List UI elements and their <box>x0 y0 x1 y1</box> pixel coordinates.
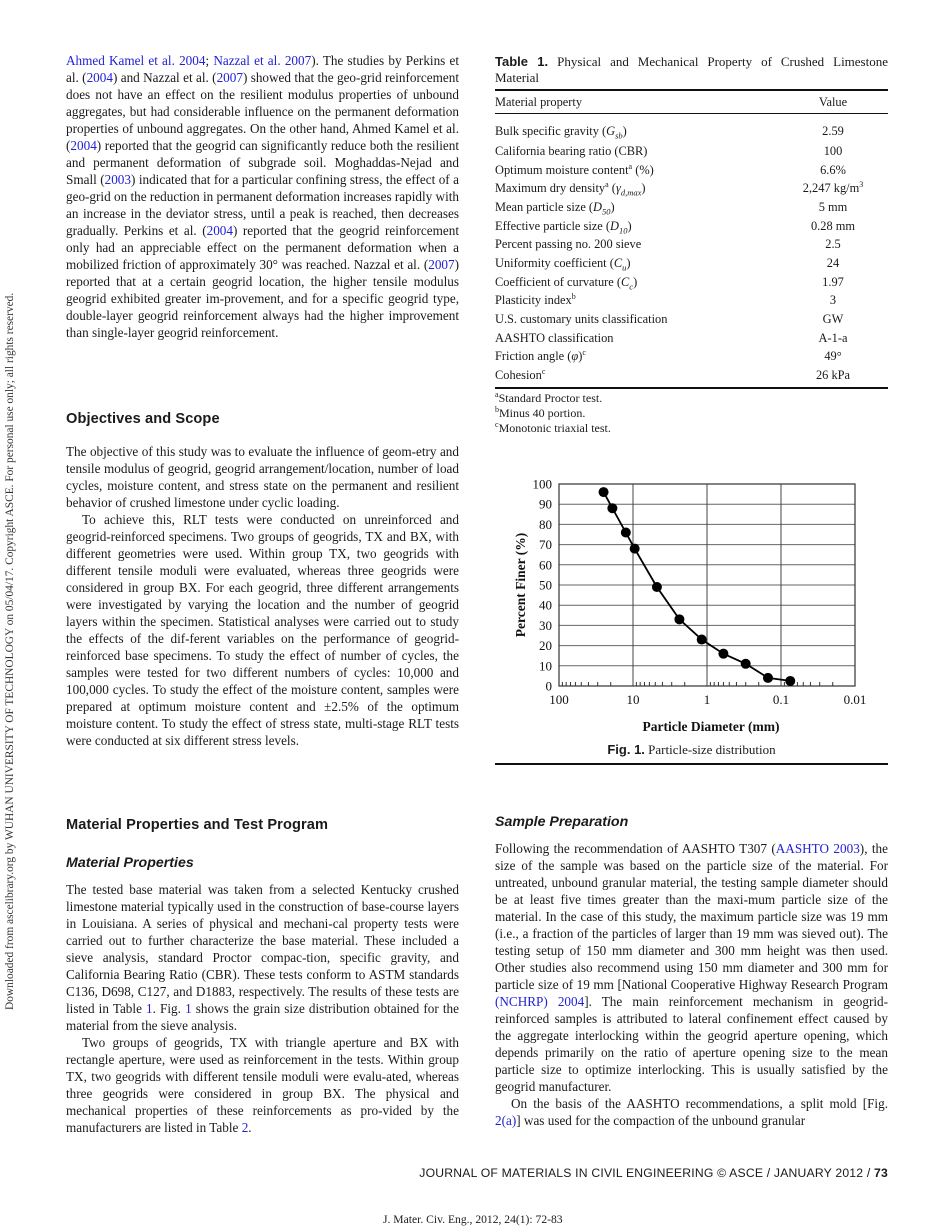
y-tick-label: 40 <box>539 597 552 613</box>
page-number: 73 <box>874 1166 888 1180</box>
property-cell: California bearing ratio (CBR) <box>495 143 648 158</box>
table-row <box>495 310 888 329</box>
materials-paragraph-1: The tested base material was taken from a selected Kentucky crushed limestone material typically used in the construction of base-course layers in Louisiana. A series of physical and mechani-cal property tests were carried out to further characterize the base material. These included a sieve analysis, standard Proctor compac-tion, specific gravity, and California Bearing Ratio (CBR). These tests conform to ASTM standards C136, D698, C127, and D1883, respectively. The results of these tests are listed in Table 1. Fig. 1 shows the grain size distribution obtained for the material from the sieve analysis. <box>66 882 459 1033</box>
y-axis-label: Percent Finer (%) <box>513 532 528 638</box>
value-cell: 5 mm <box>818 199 848 214</box>
reference-link[interactable]: Nazzal et al. 2007 <box>213 53 312 68</box>
column-header-value: Value <box>818 94 848 109</box>
reference-link[interactable]: 2004 <box>86 70 113 85</box>
property-cell: Maximum dry density$^a$ $(\gamma_{d,max})$ <box>495 180 646 198</box>
data-point <box>599 487 609 497</box>
property-cell: Plasticity index$^b$ <box>495 292 576 308</box>
x-tick-label: 0.01 <box>843 692 867 707</box>
property-cell: Effective particle size $(D_{10})$ <box>495 218 632 236</box>
sample-prep-paragraph-1: Following the recommendation of AASHTO T307 (AASHTO 2003), the size of the sample was based on the particle size of the material. For untreated, unbound granular material, the testing sample diameter should be at least five times greater than the maxi-mum particle size of the material. In the case of this study, the maximum particle size was 19 mm (i.e., a fraction of the particles of larger than 19 mm was sieved out). The testing setup of 150 mm diameter and 300 mm height was then used. Other studies also recommend using 150 mm diameter and 300 mm for particle size of 19 mm [National Cooperative Highway Research Program (NCHRP) 2004]. The main reinforcement mechanism in geogrid-reinforced samples is attributed to lateral confinement effect caused by the aggregate interlocking within the geogrid aperture opening, which depends primarily on the ratio of aperture opening size to the mean particle size to optimize interlocking. This is usually satisfied by the geogrid manufacturer. <box>495 841 888 1094</box>
reference-link[interactable]: 1 <box>185 1001 192 1016</box>
table-row <box>495 348 888 367</box>
x-tick-label: 10 <box>626 692 640 707</box>
value-cell: 6.6% <box>820 162 846 177</box>
figure-label: Fig. 1. <box>607 742 645 757</box>
property-cell: Percent passing no. 200 sieve <box>495 237 642 252</box>
figure-1 <box>495 472 888 765</box>
data-point <box>697 635 707 645</box>
table-caption-text: Physical and Mechanical Property of Crushed Limestone Material <box>495 54 889 85</box>
data-point <box>741 659 751 669</box>
citation-line: J. Mater. Civ. Eng., 2012, 24(1): 72-83 <box>383 1213 563 1226</box>
table-row <box>495 161 888 180</box>
table-row <box>495 273 888 292</box>
reference-link[interactable]: 2 <box>241 1120 249 1135</box>
value-cell: 49° <box>824 349 842 364</box>
table-row <box>495 120 888 142</box>
journal-footer <box>412 1166 888 1180</box>
y-tick-label: 30 <box>539 617 552 633</box>
y-tick-label: 50 <box>539 577 552 593</box>
value-cell: 24 <box>826 255 840 270</box>
value-cell: 3 <box>829 293 837 308</box>
table-footnote: $^a$Standard Proctor test. <box>495 389 603 405</box>
value-cell: GW <box>822 312 844 327</box>
figure-caption-text: Particle-size distribution <box>648 742 776 757</box>
series-line <box>604 492 791 681</box>
data-point <box>718 649 728 659</box>
y-tick-label: 10 <box>539 658 552 674</box>
table-row <box>495 198 888 217</box>
y-tick-label: 70 <box>539 537 552 553</box>
value-cell: A-1-a <box>818 330 848 345</box>
reference-link[interactable]: 2004 <box>70 138 97 153</box>
intro-paragraph: Ahmed Kamel et al. 2004; Nazzal et al. 2007). The studies by Perkins et al. (2004) and Nazzal et al. (2007) showed that the geo-grid reinforcement does not have an effect on the resilient modulus properties of unbound aggregates, but had considerable influence on the permanent deformation properties of unbound aggregates. On the other hand, Ahmed Kamel et al. (2004) reported that the geogrid can significantly reduce both the resilient and permanent deformation of subgrade soil. Moghaddas-Nejad and Small (2003) indicated that for a particular confining stress, the effect of a geo-grid on the reduction in permanent deformation increases rapidly with an increase in the deviator stress, until a peak is reached, then decreases gradually. Perkins et al. (2004) reported that the geogrid reinforcement only had an appreciable effect on the permanent deformation when a mobilized friction of approximately 30° was reached. Nazzal et al. (2007) reported that at a certain geogrid location, the higher tensile modulus geogrid exhibited greater im-provement, and for a specific geogrid type, double-layer geogrid reinforcement always had the higher improvement than single-layer geogrid reinforcement. <box>66 53 460 340</box>
table-label: Table 1. <box>495 54 549 69</box>
table-footnotes <box>495 391 888 436</box>
x-tick-label: 1 <box>703 692 711 707</box>
data-point <box>630 544 640 554</box>
table-row <box>495 366 888 385</box>
properties-table <box>495 91 888 385</box>
x-axis-label: Particle Diameter (mm) <box>642 719 780 734</box>
data-point <box>763 673 773 683</box>
materials-paragraph-2: Two groups of geogrids, TX with triangle aperture and BX with rectangle aperture, were used as reinforcement in the tests. Within group TX, two geogrids with different tensile moduli were evalu-ated, whereas three geogrids were considered in group BX. The physical and mechanical properties of these reinforcements as pro-vided by the manufacturers are listed in Table 2. <box>66 1035 459 1135</box>
reference-link[interactable]: AASHTO 2003 <box>775 841 860 856</box>
property-cell: Uniformity coefficient $(C_u)$ <box>495 255 631 273</box>
table-footnote: $^b$Minus 40 portion. <box>495 404 586 420</box>
table-row <box>495 329 888 348</box>
y-tick-label: 80 <box>539 516 552 532</box>
reference-link[interactable]: 2007 <box>428 257 455 272</box>
journal-name: JOURNAL OF MATERIALS IN CIVIL ENGINEERING © ASCE / JANUARY 2012 / <box>419 1166 875 1180</box>
subsection-heading-material-properties: Material Properties <box>66 855 194 871</box>
table-row <box>495 142 888 161</box>
property-cell: Optimum moisture content$^a$ (%) <box>495 161 654 177</box>
reference-link[interactable]: 2003 <box>104 172 131 187</box>
data-point <box>785 676 795 686</box>
property-cell: Coefficient of curvature $(C_c)$ <box>495 274 638 292</box>
data-point <box>652 582 662 592</box>
figure-bottom-rule <box>495 763 888 765</box>
data-point <box>674 614 684 624</box>
property-cell: Mean particle size $(D_{50})$ <box>495 199 615 217</box>
value-cell: 0.28 mm <box>810 218 856 233</box>
sample-preparation-section <box>495 814 888 1129</box>
reference-link[interactable]: (NCHRP) 2004 <box>495 994 585 1009</box>
y-tick-label: 20 <box>539 638 552 654</box>
objectives-paragraph-1: The objective of this study was to evaluate the influence of geom-etry and tensile modulus of geogrid, geogrid arrangement/location, number of load cycles, moisture content, and stress state on the permanent and resilient behavior of crushed limestone under cyclic loading. <box>66 444 459 510</box>
materials-section <box>66 817 459 1136</box>
objectives-paragraph-2: To achieve this, RLT tests were conducted on unreinforced and geogrid-reinforced specimens. Two groups of geogrids, TX and BX, with different geometries were used. Within group TX, two geogrids with different tensile moduli were evaluated, whereas three geogrids were considered in group BX. For each geogrid, three different arrangements were investigated by varying the location and the number of geogrid layers within the specimen. Statistical analyses were carried out to study the effects of the dif-ferent variables on the performance of geogrid-reinforced base specimens. To study the effect of number of cycles, the samples were tested for two different numbers of cycles: 10,000 and 100,000 cycles. To study the effect of the moisture content, samples were prepared at optimum moisture content and ±2.5% of the optimum moisture content. To study the effect of stress state, multi-stage RLT tests were conducted at six different stress levels. <box>66 512 459 748</box>
table-bottom-rule <box>495 387 888 389</box>
y-tick-label: 60 <box>539 557 552 573</box>
table-row <box>495 179 888 198</box>
property-cell: Cohesion$^c$ <box>495 366 546 383</box>
reference-link[interactable]: 2007 <box>216 70 243 85</box>
table-footnote: $^c$Monotonic triaxial test. <box>495 419 611 435</box>
reference-link[interactable]: Ahmed Kamel et al. 2004 <box>66 53 206 68</box>
value-cell: 1.97 <box>822 274 844 289</box>
section-heading-objectives: Objectives and Scope <box>66 411 220 427</box>
sample-prep-paragraph-2: On the basis of the AASHTO recommendations, a split mold [Fig. 2(a)] was used for the compaction of the unbound granular <box>495 1096 888 1128</box>
value-cell: 26 kPa <box>815 368 851 383</box>
figure-caption <box>495 742 888 758</box>
table-row <box>495 235 888 254</box>
value-cell: 2.5 <box>825 237 841 252</box>
download-stamp: Downloaded from ascelibrary.org by WUHAN UNIVERSITY OF TECHNOLOGY on 05/04/17. Copyright ASCE. For personal use only; all rights reserved. <box>4 292 16 1010</box>
subsection-heading-sample-preparation: Sample Preparation <box>495 814 629 830</box>
table-header-row <box>495 91 888 114</box>
data-point <box>607 503 617 513</box>
property-cell: U.S. customary units classification <box>495 312 668 327</box>
reference-link[interactable]: 1 <box>146 1001 153 1016</box>
y-tick-label: 90 <box>539 496 552 512</box>
y-tick-label: 0 <box>545 678 552 694</box>
table-body <box>495 114 888 385</box>
table-caption <box>495 54 888 85</box>
reference-link[interactable]: 2004 <box>206 223 233 238</box>
table-row <box>495 217 888 236</box>
x-tick-label: 100 <box>549 692 569 707</box>
table-row <box>495 292 888 311</box>
property-cell: AASHTO classification <box>495 330 614 345</box>
property-cell: Friction angle $(\varphi)^c$ <box>495 348 586 364</box>
data-point <box>621 527 631 537</box>
reference-link[interactable]: 2(a) <box>495 1113 517 1128</box>
section-heading-materials: Material Properties and Test Program <box>66 817 329 833</box>
x-tick-label: 0.1 <box>772 692 790 707</box>
left-column <box>66 52 459 341</box>
value-cell: 2,247 $kg/m^3$ <box>802 180 864 196</box>
value-cell: 2.59 <box>822 123 844 138</box>
table-row <box>495 254 888 273</box>
y-tick-label: 100 <box>532 476 552 492</box>
column-header-property: Material property <box>495 94 583 109</box>
particle-size-chart <box>495 472 888 737</box>
table-1 <box>495 54 888 436</box>
objectives-section <box>66 411 459 749</box>
value-cell: 100 <box>823 143 843 158</box>
property-cell: Bulk specific gravity $(G_{sb})$ <box>495 123 627 140</box>
